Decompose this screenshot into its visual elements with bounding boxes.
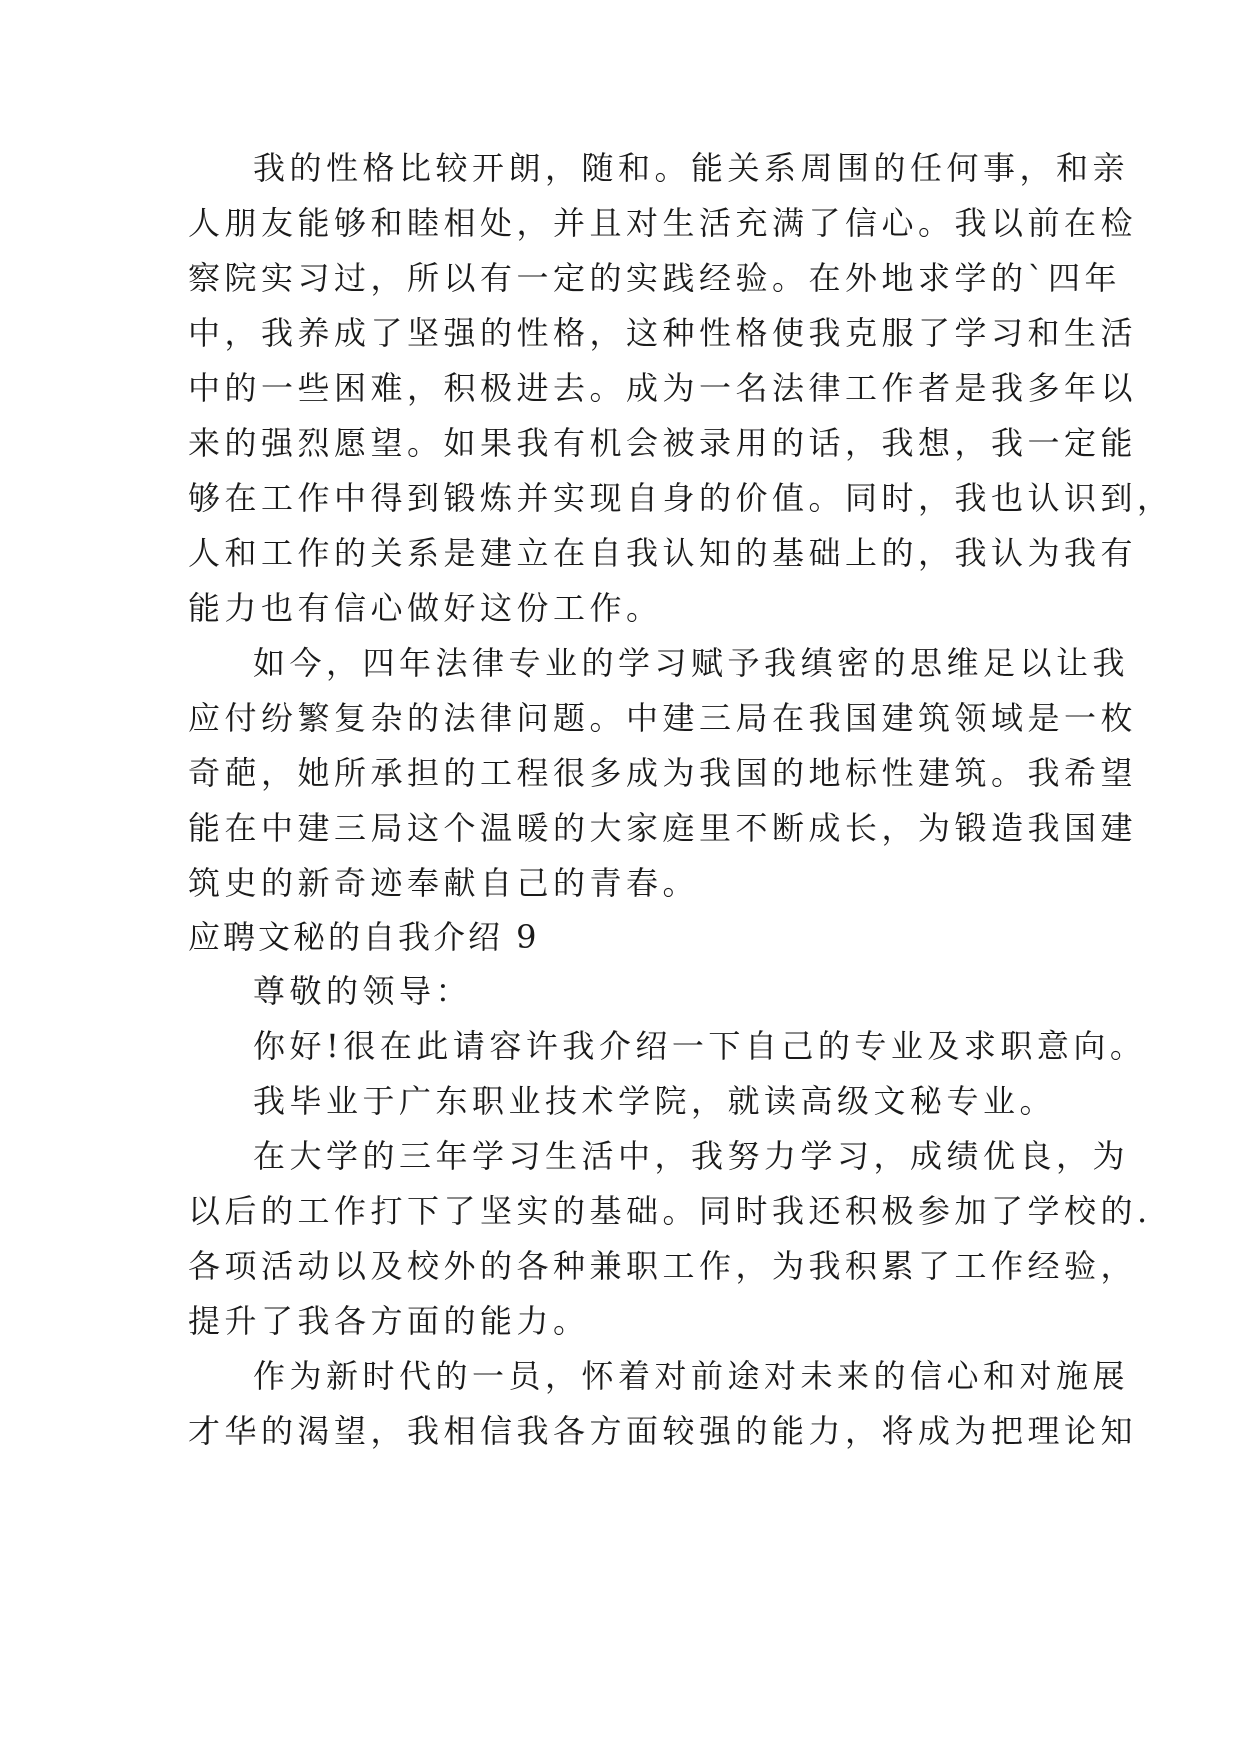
paragraph-line: 来的强烈愿望。如果我有机会被录用的话，我想，我一定能 xyxy=(188,424,1138,462)
paragraph-line: 人朋友能够和睦相处，并且对生活充满了信心。我以前在检 xyxy=(188,204,1138,242)
paragraph-line: 作为新时代的一员，怀着对前途对未来的信心和对施展 xyxy=(253,1357,1130,1395)
paragraph-line: 提升了我各方面的能力。 xyxy=(188,1302,590,1340)
section-heading: 应聘文秘的自我介绍 9 xyxy=(188,918,540,956)
paragraph-line: 能在中建三局这个温暖的大家庭里不断成长，为锻造我国建 xyxy=(188,809,1138,847)
paragraph-line: 各项活动以及校外的各种兼职工作，为我积累了工作经验， xyxy=(188,1247,1138,1285)
paragraph-line: 在大学的三年学习生活中，我努力学习，成绩优良，为 xyxy=(253,1137,1130,1175)
paragraph-line: 应付纷繁复杂的法律问题。中建三局在我国建筑领域是一枚 xyxy=(188,699,1138,737)
paragraph-line: 能力也有信心做好这份工作。 xyxy=(188,589,663,627)
paragraph-line: 筑史的新奇迹奉献自己的青春。 xyxy=(188,864,700,902)
paragraph-line: 如今，四年法律专业的学习赋予我缜密的思维足以让我 xyxy=(253,644,1130,682)
salutation: 尊敬的领导： xyxy=(253,972,473,1010)
paragraph-line: 才华的渴望，我相信我各方面较强的能力，将成为把理论知 xyxy=(188,1412,1138,1450)
paragraph-line: 我毕业于广东职业技术学院，就读高级文秘专业。 xyxy=(253,1082,1057,1120)
paragraph-line: 中，我养成了坚强的性格，这种性格使我克服了学习和生活 xyxy=(188,314,1138,352)
paragraph-line: 我的性格比较开朗，随和。能关系周围的任何事，和亲 xyxy=(253,149,1130,187)
paragraph-line: 人和工作的关系是建立在自我认知的基础上的，我认为我有 xyxy=(188,534,1138,572)
paragraph-line: 你好!很在此请容许我介绍一下自己的专业及求职意向。 xyxy=(253,1027,1147,1065)
paragraph-line: 奇葩，她所承担的工程很多成为我国的地标性建筑。我希望 xyxy=(188,754,1138,792)
paragraph-line: 够在工作中得到锻炼并实现自身的价值。同时，我也认识到， xyxy=(188,479,1174,517)
paragraph-line: 中的一些困难，积极进去。成为一名法律工作者是我多年以 xyxy=(188,369,1138,407)
paragraph-line: 以后的工作打下了坚实的基础。同时我还积极参加了学校的. xyxy=(188,1192,1152,1230)
paragraph-line: 察院实习过，所以有一定的实践经验。在外地求学的`四年 xyxy=(188,259,1122,297)
